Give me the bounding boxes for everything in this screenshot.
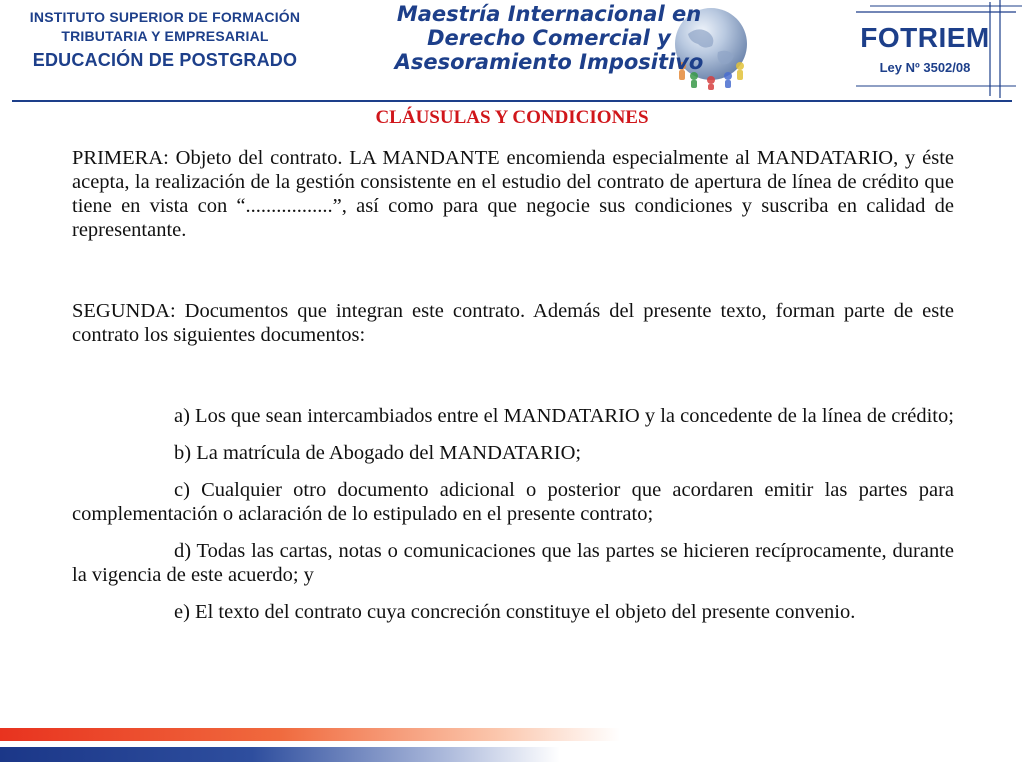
- document-body: [72, 146, 954, 637]
- footer-bar-blue: [0, 747, 560, 762]
- clause-first: PRIMERA: Objeto del contrato. LA MANDANTE encomienda especialmente al MANDATARIO, y éste acepta, la realización de la gestión consistente en el estudio del contrato de apertura de línea de crédito que tiene en vista con “.................”, así como para que negocie sus condiciones y suscriba en calidad de representante.: [72, 147, 954, 241]
- institute-logo: [6, 8, 324, 72]
- fotriem-logo: FOTRIEM: [860, 22, 990, 53]
- program-title-line1: Maestría Internacional en: [396, 2, 702, 26]
- program-title-line2: Derecho Comercial y: [427, 26, 671, 50]
- program-title-line3: Asesoramiento Impositivo: [394, 50, 704, 74]
- list-item: c) Cualquier otro documento adicional o posterior que acordaren emitir las partes para complementación o aclaración de lo estipulado en el presente contrato;: [72, 479, 954, 525]
- list-item: b) La matrícula de Abogado del MANDATARIO;: [174, 442, 582, 464]
- document-title: CLÁUSULAS Y CONDICIONES: [375, 107, 649, 128]
- institute-name-line1: INSTITUTO SUPERIOR DE FORMACIÓN: [29, 9, 301, 25]
- header: [0, 0, 1024, 104]
- list-item: a) Los que sean intercambiados entre el MANDATARIO y la concedente de la línea de crédito;: [174, 405, 954, 427]
- list-item: d) Todas las cartas, notas o comunicaciones que las partes se hicieren recíprocamente, durante la vigencia de este acuerdo; y: [72, 540, 954, 586]
- list-item: e) El texto del contrato cuya concreción constituye el objeto del presente convenio.: [174, 601, 856, 623]
- clause-second: SEGUNDA: Documentos que integran este contrato. Además del presente texto, forman parte de este contrato los siguientes documentos:: [72, 300, 954, 346]
- header-divider: [12, 100, 1012, 102]
- footer-bar-red: [0, 728, 620, 741]
- institute-name-line3: EDUCACIÓN DE POSTGRADO: [32, 50, 298, 70]
- fotriem-law: Ley Nº 3502/08: [879, 60, 971, 75]
- institute-name-line2: TRIBUTARIA Y EMPRESARIAL: [61, 28, 269, 44]
- program-title: [384, 2, 714, 74]
